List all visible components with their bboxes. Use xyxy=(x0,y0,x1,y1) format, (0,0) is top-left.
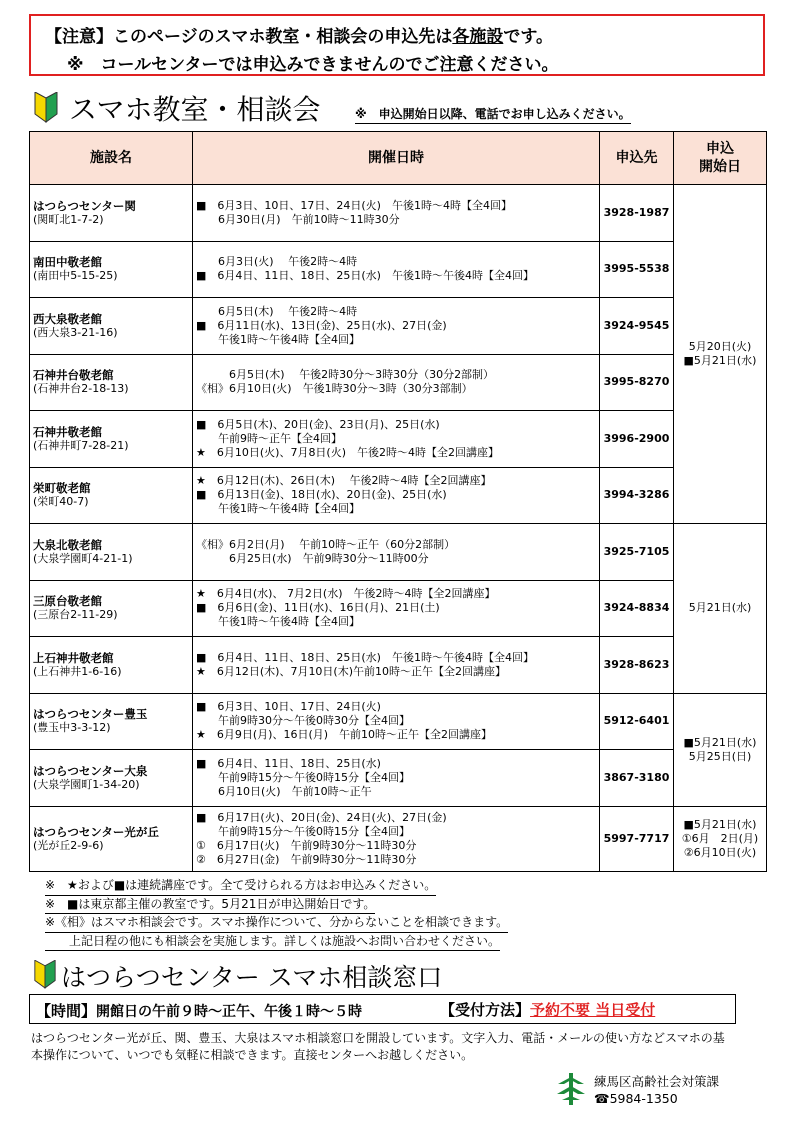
schedule-cell xyxy=(193,637,600,694)
footnote: 上記日程の他にも相談会を実施します。詳しくは施設へお問い合わせください。 xyxy=(45,933,500,952)
schedule-line: ■ 6月17日(火)、20日(金)、24日(火)、27日(金) xyxy=(196,810,447,824)
table-row xyxy=(30,806,767,871)
application-start-date: 5月25日(日) xyxy=(688,749,752,763)
schedule-line: ★ 6月4日(水)、 7月2日(水) 午後2時～4時【全2回講座】 xyxy=(196,587,496,601)
schedule-cell xyxy=(193,298,600,355)
schedule-cell xyxy=(193,354,600,411)
section1-header xyxy=(29,88,769,128)
schedule-line: 午前9時～正午【全4回】 xyxy=(196,431,342,445)
schedule-line: ② 6月27日(金) 午前9時30分～11時30分 xyxy=(196,852,417,866)
footnote: ※《相》はスマホ相談会です。スマホ操作について、分からないことを相談できます。 xyxy=(45,914,508,933)
phone-number: 3928-8623 xyxy=(600,637,674,694)
section1-note: ※ 申込開始日以降、電話でお申し込みください。 xyxy=(355,105,631,124)
application-start-date: ■5月21日(水) xyxy=(683,735,757,749)
facility-name: 栄町敬老館 xyxy=(33,481,91,496)
facility-cell xyxy=(30,524,193,581)
schedule-line: ■ 6月4日、11日、18日、25日(水) 午後1時～午後4時【全4回】 xyxy=(196,650,534,664)
facility-address: (三原台2-11-29) xyxy=(33,608,118,622)
facility-cell xyxy=(30,467,193,524)
header-facility: 施設名 xyxy=(30,132,193,185)
footnotes xyxy=(45,877,508,951)
department-tel: ☎5984-1350 xyxy=(594,1091,678,1106)
section1-title: スマホ教室・相談会 xyxy=(69,93,321,126)
phone-number: 5912-6401 xyxy=(600,693,674,750)
schedule-line: 6月25日(水) 午前9時30分～11時00分 xyxy=(196,551,429,565)
facility-name: 大泉北敬老館 xyxy=(33,537,102,552)
schedule-line: 6月30日(月) 午前10時～11時30分 xyxy=(196,212,400,226)
facility-name: 石神井敬老館 xyxy=(33,424,102,439)
beginner-mark-icon xyxy=(33,92,59,124)
facility-cell xyxy=(30,637,193,694)
schedule-line: ■ 6月4日、11日、18日、25日(水) xyxy=(196,756,381,770)
method-info: 【受付方法】予約不要 当日受付 xyxy=(440,1001,656,1019)
schedule-line: ■ 6月11日(水)、13日(金)、25日(水)、27日(金) xyxy=(196,318,447,332)
schedule-cell xyxy=(193,806,600,871)
beginner-mark-icon xyxy=(33,960,57,990)
section2-header xyxy=(29,958,769,992)
phone-number: 3996-2900 xyxy=(600,411,674,468)
section2-description: はつらつセンター光が丘、関、豊玉、大泉はスマホ相談窓口を開設しています。文字入力、電話・メールの使い方などスマホの基本操作について、いつでも気軽に相談できます。直接センターへお越しください。 xyxy=(31,1031,725,1062)
facility-cell xyxy=(30,693,193,750)
notice-emphasis: 各施設 xyxy=(452,27,504,47)
schedule-line: ★ 6月10日(火)、7月8日(火) 午後2時～4時【全2回講座】 xyxy=(196,445,500,459)
schedule-line: 午前9時15分～午後0時15分【全4回】 xyxy=(196,770,410,784)
header-tel: 申込先 xyxy=(600,132,674,185)
hours-box xyxy=(29,994,736,1024)
schedule-line: ★ 6月12日(木)、7月10日(木)午前10時～正午【全2回講座】 xyxy=(196,664,507,678)
table-row xyxy=(30,524,767,581)
application-start-cell xyxy=(674,806,767,871)
schedule-line: 《相》6月10日(火) 午後1時30分～3時（30分3部制） xyxy=(196,382,473,396)
table-row xyxy=(30,298,767,355)
facility-address: (西大泉3-21-16) xyxy=(33,325,118,339)
schedule-line: ■ 6月6日(金)、11日(水)、16日(月)、21日(土) xyxy=(196,601,440,615)
schedule-line: ★ 6月12日(木)、26日(木) 午後2時～4時【全2回講座】 xyxy=(196,474,492,488)
header-start: 申込 開始日 xyxy=(674,132,767,185)
table-row xyxy=(30,750,767,807)
schedule-line: ■ 6月3日、10日、17日、24日(火) xyxy=(196,700,381,714)
schedule-line: ① 6月17日(火) 午前9時30分～11時30分 xyxy=(196,838,417,852)
footnote: ※ ★および■は連続講座です。全て受けられる方はお申込みください。 xyxy=(45,877,436,896)
table-row xyxy=(30,411,767,468)
footnote: ※ ■は東京都主催の教室です。5月21日が申込開始日です。 xyxy=(45,896,375,915)
application-start-cell xyxy=(674,693,767,806)
footer-contact xyxy=(556,1070,776,1110)
facility-address: (上石神井1-6-16) xyxy=(33,664,122,678)
facility-address: (栄町40-7) xyxy=(33,495,89,509)
section2-title: はつらつセンター スマホ相談窓口 xyxy=(61,963,443,992)
schedule-cell xyxy=(193,524,600,581)
facility-name: はつらつセンター豊玉 xyxy=(33,707,148,722)
facility-address: (光が丘2-9-6) xyxy=(33,838,104,852)
schedule-line: ■ 6月4日、11日、18日、25日(水) 午後1時～午後4時【全4回】 xyxy=(196,269,534,283)
application-start-date: ■5月21日(水) xyxy=(683,817,757,831)
facility-name: 三原台敬老館 xyxy=(33,594,102,609)
schedule-line: ■ 6月13日(金)、18日(水)、20日(金)、25日(水) xyxy=(196,488,447,502)
schedule-cell xyxy=(193,185,600,242)
facility-address: (豊玉中3-3-12) xyxy=(33,721,111,735)
application-start-cell xyxy=(674,185,767,524)
table-row xyxy=(30,354,767,411)
table-row xyxy=(30,185,767,242)
table-row xyxy=(30,637,767,694)
schedule-line: 6月10日(火) 午前10時～正午 xyxy=(196,784,372,798)
schedule-line: ■ 6月3日、10日、17日、24日(火) 午後1時～4時【全4回】 xyxy=(196,198,512,212)
schedule-line: 午後1時～午後4時【全4回】 xyxy=(196,502,360,516)
notice-line-2: ※ コールセンターでは申込みできませんのでご注意ください。 xyxy=(67,55,559,75)
schedule-cell xyxy=(193,580,600,637)
phone-number: 3867-3180 xyxy=(600,750,674,807)
facility-name: はつらつセンター大泉 xyxy=(33,763,148,778)
facility-name: 石神井台敬老館 xyxy=(33,368,114,383)
facility-address: (関町北1-7-2) xyxy=(33,212,104,226)
phone-number: 3994-3286 xyxy=(600,467,674,524)
facility-cell xyxy=(30,580,193,637)
schedule-cell xyxy=(193,411,600,468)
phone-number: 3995-8270 xyxy=(600,354,674,411)
facility-cell xyxy=(30,806,193,871)
facility-cell xyxy=(30,185,193,242)
schedule-line: 《相》6月2日(月) 午前10時～正午（60分2部制） xyxy=(196,537,456,551)
facility-address: (南田中5-15-25) xyxy=(33,269,118,283)
hours-info: 【時間】開館日の午前９時～正午、午後１時～５時 xyxy=(36,1002,363,1020)
schedule-cell xyxy=(193,693,600,750)
schedule-line: 午前9時30分～午後0時30分【全4回】 xyxy=(196,714,410,728)
facility-cell xyxy=(30,241,193,298)
facility-name: 上石神井敬老館 xyxy=(33,650,114,665)
table-row xyxy=(30,693,767,750)
schedule-cell xyxy=(193,467,600,524)
schedule-table xyxy=(29,131,767,872)
facility-name: 南田中敬老館 xyxy=(33,255,102,270)
schedule-line: 午後1時～午後4時【全4回】 xyxy=(196,615,360,629)
department-name: 練馬区高齢社会対策課 xyxy=(594,1074,720,1089)
table-header-row xyxy=(30,132,767,185)
facility-name: はつらつセンター光が丘 xyxy=(33,824,159,839)
schedule-line: ★ 6月9日(月)、16日(月) 午前10時～正午【全2回講座】 xyxy=(196,728,493,742)
application-start-date: 5月20日(火) xyxy=(688,340,752,353)
schedule-line: 6月5日(木) 午後2時～4時 xyxy=(196,304,358,318)
phone-number: 3995-5538 xyxy=(600,241,674,298)
facility-cell xyxy=(30,750,193,807)
notice-box xyxy=(29,14,765,76)
phone-number: 3924-9545 xyxy=(600,298,674,355)
phone-number: 3924-8834 xyxy=(600,580,674,637)
application-start-cell xyxy=(674,524,767,694)
schedule-line: 午後1時～午後4時【全4回】 xyxy=(196,332,360,346)
phone-number: 3925-7105 xyxy=(600,524,674,581)
facility-address: (石神井台2-18-13) xyxy=(33,382,129,396)
table-row xyxy=(30,467,767,524)
facility-name: 西大泉敬老館 xyxy=(33,311,102,326)
application-start-date: ■5月21日(水) xyxy=(683,354,757,367)
facility-address: (石神井町7-28-21) xyxy=(33,438,129,452)
facility-cell xyxy=(30,411,193,468)
nerima-logo-icon xyxy=(556,1072,586,1106)
schedule-line: ■ 6月5日(木)、20日(金)、23日(月)、25日(水) xyxy=(196,417,440,431)
notice-line-1: 【注意】このページのスマホ教室・相談会の申込先は各施設です。 xyxy=(45,27,553,47)
schedule-cell xyxy=(193,241,600,298)
schedule-cell xyxy=(193,750,600,807)
facility-cell xyxy=(30,354,193,411)
phone-number: 3928-1987 xyxy=(600,185,674,242)
table-row xyxy=(30,580,767,637)
table-row xyxy=(30,241,767,298)
header-dates: 開催日時 xyxy=(193,132,600,185)
schedule-line: 午前9時15分～午後0時15分【全4回】 xyxy=(196,824,410,838)
application-start-date: 5月21日(水) xyxy=(688,601,752,615)
phone-number: 5997-7717 xyxy=(600,806,674,871)
facility-address: (大泉学園町1-34-20) xyxy=(33,777,140,791)
schedule-line: 6月5日(木) 午後2時30分～3時30分（30分2部制） xyxy=(196,368,495,382)
application-start-date: ②6月10日(火) xyxy=(683,845,757,859)
method-value: 予約不要 当日受付 xyxy=(530,1001,656,1019)
application-start-date: ①6月 2日(月) xyxy=(681,831,759,845)
facility-name: はつらつセンター関 xyxy=(33,198,136,213)
schedule-line: 6月3日(火) 午後2時～4時 xyxy=(196,255,358,269)
facility-cell xyxy=(30,298,193,355)
facility-address: (大泉学園町4-21-1) xyxy=(33,551,133,565)
